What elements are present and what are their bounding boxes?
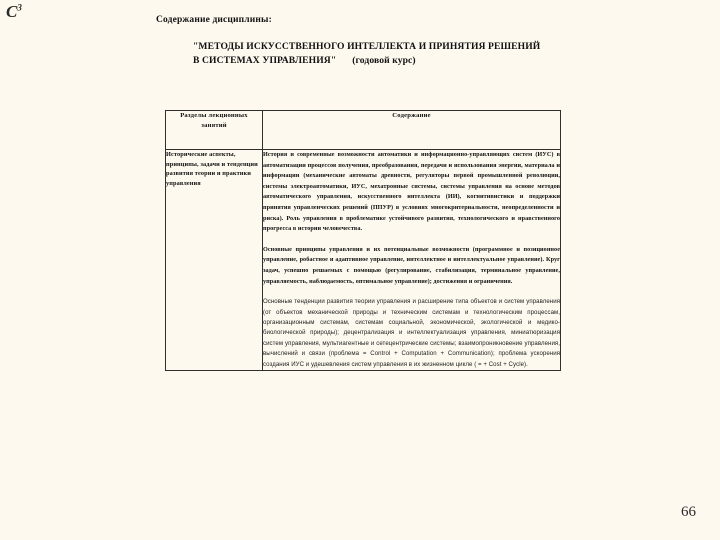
table-header-content bbox=[263, 111, 561, 150]
course-title-line-2: В СИСТЕМАХ УПРАВЛЕНИЯ" bbox=[193, 55, 337, 66]
table-header-row bbox=[166, 111, 561, 150]
slide-logo bbox=[6, 2, 22, 22]
course-title-line-1: "МЕТОДЫ ИСКУССТВЕННОГО ИНТЕЛЛЕКТА И ПРИНЯТИЯ РЕШЕНИЙ bbox=[193, 41, 541, 52]
table-header-sections bbox=[166, 111, 263, 150]
table-cell-content bbox=[263, 150, 561, 371]
page-number: 66 bbox=[681, 504, 696, 520]
subject-label: Содержание дисциплины: bbox=[156, 15, 272, 25]
table-cell-section bbox=[166, 150, 263, 371]
logo-superscript: 3 bbox=[17, 2, 22, 13]
content-paragraph-3: Основные тенденции развития теории управления и расширение типа объектов и систем управления (от объектов механической природы и техническим системам и технологическим процессам, организационным системам, системам социальной, экономической, экологической и медико-биологической природы); децентрализация и интеллектуализация управления, миниатюризация систем управления, мультиагентные и сетецентрические системы; взаимопроникновение управления, вычислений и связи (проблема = Control + Computation + Communication); проблема ускорения создания ИУС и удешевления систем управления в их жизненном цикле ( = + Cost + Cycle). bbox=[263, 298, 560, 368]
table-header-sections-label: Разделы лекционных занятий bbox=[180, 112, 248, 129]
section-title: Исторические аспекты, принципы, задачи и тенденции развития теории и практики управления bbox=[166, 151, 258, 187]
course-title bbox=[193, 40, 623, 68]
logo-letter: C bbox=[6, 2, 18, 21]
course-title-line-2-wrapper bbox=[193, 54, 623, 68]
table-row bbox=[166, 150, 561, 371]
content-paragraph-2: Основные принципы управления и их потенциальные возможности (программное и позиционное управление, робастное и адаптивное управление, интеллектное и интеллектуальное управление). Круг задач, успешно решаемых с помощью (регулирование, стабилизация, терминальное управление, управляемость, наблюдаемость, оптимальное управление); достижения и ограничения. bbox=[263, 245, 560, 285]
content-paragraph-1: История и современные возможности автоматики и информационно-управляющих систем (ИУС) в автоматизации процессов получения, преобразования, передачи и использования энергии, материала и информации (механические автоматы древности, регуляторы первой промышленной революции, системы электроавтоматики, ИУС, мехатронные системы, системы управления на основе методов автоматического управления, искусственного интеллекта (ИИ), когнитивистики и поддержки принятия управленческих решений (ППУР) в условиях многокритериальности, неопределенности и риска). Роль управления в проблематике устойчивого развития, технологического и нравственного прогресса в истории человечества. bbox=[263, 151, 560, 233]
course-duration-note: (годовой курс) bbox=[352, 55, 416, 66]
table-header-content-label: Содержание bbox=[392, 112, 431, 119]
course-content-table bbox=[165, 110, 561, 371]
